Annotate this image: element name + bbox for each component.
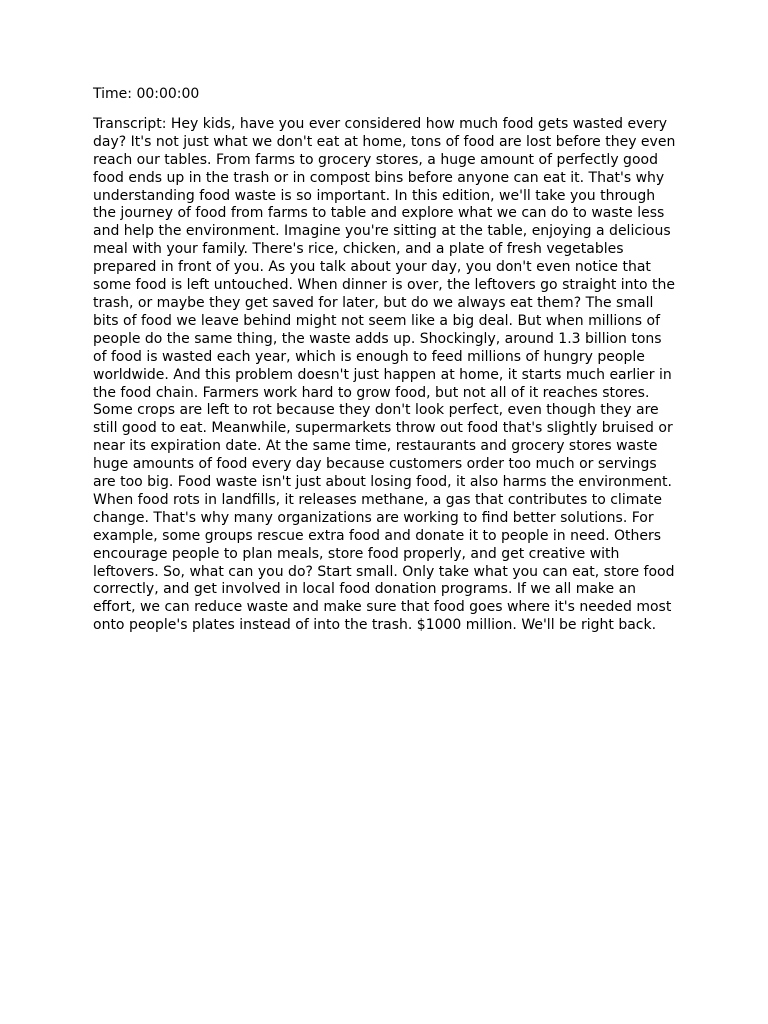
transcript-paragraph (93, 116, 677, 635)
transcript-label: Transcript: (93, 115, 167, 132)
document-page (93, 86, 677, 635)
time-line (93, 86, 677, 104)
time-label: Time: (93, 86, 132, 102)
transcript-text: Hey kids, have you ever considered how much food gets wasted every day? It's not just what we don't eat at home, tons of food are lost before they even reach our tables. From farms to grocery stores, a huge amount of perfectly good food ends up in the trash or in compost bins before anyone can eat it. That's why understanding food waste is so important. In this edition, we'll take you through the journey of food from farms to table and explore what we can do to waste less and help the environment. Imagine you're sitting at the table, enjoying a delicious meal with your family. There's rice, chicken, and a plate of fresh vegetables prepared in front of you. As you talk about your day, you don't even notice that some food is left untouched. When dinner is over, the leftovers go straight into the trash, or maybe they get saved for later, but do we always eat them? The small bits of food we leave behind might not seem like a big deal. But when millions of people do the same thing, the waste adds up. Shockingly, around 1.3 billion tons of food is wasted each year, which is enough to feed millions of hungry people worldwide. And this problem doesn't just happen at home, it starts much earlier in the food chain. Farmers work hard to grow food, but not all of it reaches stores. Some crops are left to rot because they don't look perfect, even though they are still good to eat. Meanwhile, supermarkets throw out food that's slightly bruised or near its expiration date. At the same time, restaurants and grocery stores waste huge amounts of food every day because customers order too much or servings are too big. Food waste isn't just about losing food, it also harms the environment. When food rots in landfills, it releases methane, a gas that contributes to climate change. That's why many organizations are working to find better solutions. For example, some groups rescue extra food and donate it to people in need. Others encourage people to plan meals, store food properly, and get creative with leftovers. So, what can you do? Start small. Only take what you can eat, store food correctly, and get involved in local food donation programs. If we all make an effort, we can reduce waste and make sure that food goes where it's needed most onto people's plates instead of into the trash. $1000 million. We'll be right back. (93, 115, 676, 634)
time-value: 00:00:00 (136, 86, 200, 102)
